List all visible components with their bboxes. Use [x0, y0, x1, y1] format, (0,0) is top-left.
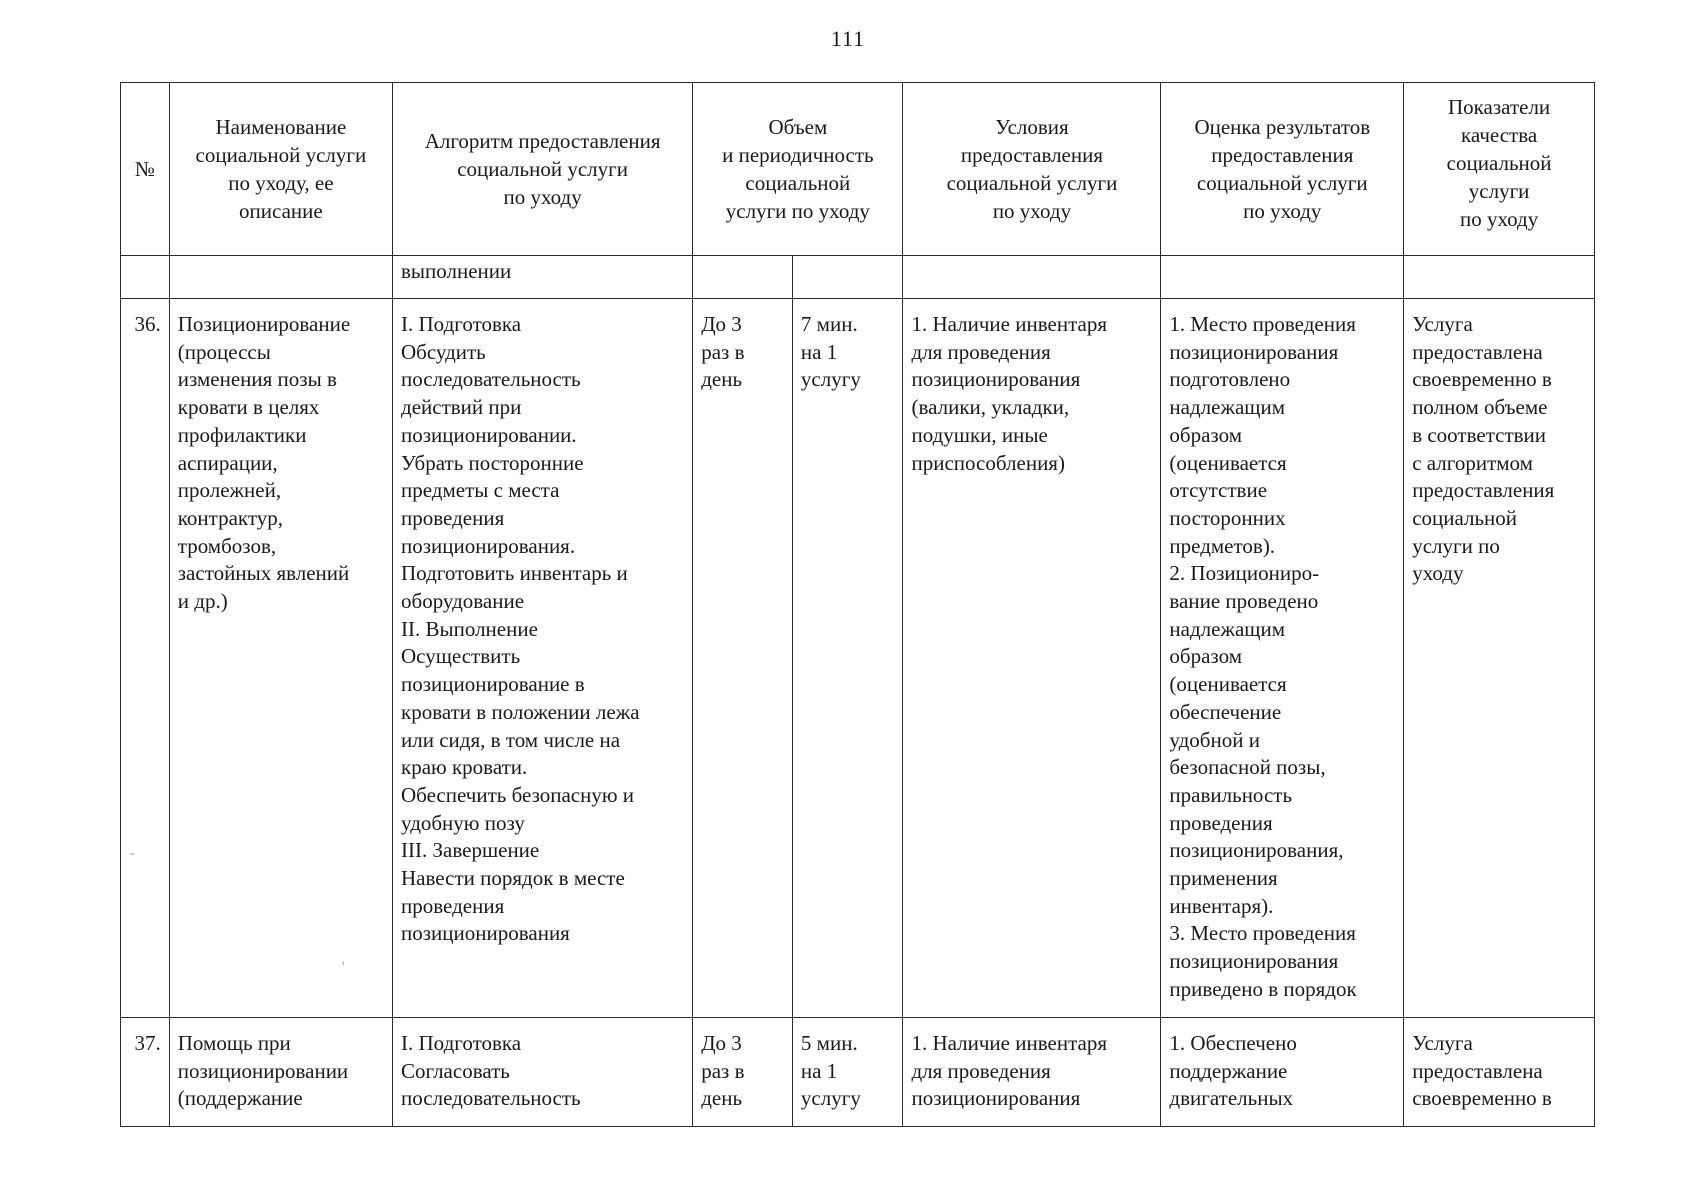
header-conditions: Условия предоставления социальной услуги по уходу	[903, 83, 1161, 256]
service-quality: Услуга предоставлена своевременно в полном объеме в соответствии с алгоритмом предоставления социальной услуги по уходу	[1404, 299, 1595, 1018]
table-row	[121, 299, 1595, 1018]
cell-evaluation	[1161, 256, 1404, 299]
header-evaluation: Оценка результатов предоставления социальной услуги по уходу	[1161, 83, 1404, 256]
cell-conditions	[903, 256, 1161, 299]
header-quality: Показатели качества социальной услуги по уходу	[1404, 83, 1595, 256]
service-duration: 7 мин. на 1 услугу	[792, 299, 903, 1018]
service-algorithm: I. Подготовка Обсудить последовательность действий при позиционировании. Убрать посторонние предметы с места проведения позиционирования. Подготовить инвентарь и оборудование II. Выполнение Осуществить позиционирование в кровати в положении лежа или сидя, в том числе на краю кровати. Обеспечить безопасную и удобную позу III. Завершение Навести порядок в месте проведения позиционирования	[393, 299, 693, 1018]
row-number: 37.	[121, 1018, 170, 1127]
table-row	[121, 1018, 1595, 1127]
service-conditions: 1. Наличие инвентаря для проведения позиционирования	[903, 1018, 1161, 1127]
service-frequency: До 3 раз в день	[693, 1018, 793, 1127]
continuation-row	[121, 256, 1595, 299]
cell-frequency	[693, 256, 793, 299]
header-volume-frequency: Объем и периодичность социальной услуги по уходу	[693, 83, 903, 256]
cell-num	[121, 256, 170, 299]
page-number: 111	[830, 26, 866, 51]
cell-name	[169, 256, 392, 299]
service-name: Позиционирование (процессы изменения позы в кровати в целях профилактики аспирации, пролежней, контрактур, тромбозов, застойных явлений и др.)	[169, 299, 392, 1018]
scan-speck: -	[130, 846, 135, 861]
service-name: Помощь при позиционировании (поддержание	[169, 1018, 392, 1127]
service-quality: Услуга предоставлена своевременно в	[1404, 1018, 1595, 1127]
service-evaluation: 1. Место проведения позиционирования подготовлено надлежащим образом (оценивается отсутствие посторонних предметов). 2. Позициониро- вание проведено надлежащим образом (оценивается обеспечение удобной и безопасной позы, правильность проведения позиционирования, применения инвентаря). 3. Место проведения позиционирования приведено в порядок	[1161, 299, 1404, 1018]
row-number: 36.	[121, 299, 170, 1018]
header-number: №	[121, 83, 170, 256]
header-service-name: Наименование социальной услуги по уходу, ее описание	[169, 83, 392, 256]
cell-quality	[1404, 256, 1595, 299]
service-algorithm: I. Подготовка Согласовать последовательность	[393, 1018, 693, 1127]
service-conditions: 1. Наличие инвентаря для проведения позиционирования (валики, укладки, подушки, иные приспособления)	[903, 299, 1161, 1018]
scan-speck: '	[342, 960, 345, 975]
cell-duration	[792, 256, 903, 299]
service-duration: 5 мин. на 1 услугу	[792, 1018, 903, 1127]
header-algorithm: Алгоритм предоставления социальной услуги по уходу	[393, 83, 693, 256]
service-evaluation: 1. Обеспечено поддержание двигательных	[1161, 1018, 1404, 1127]
service-frequency: До 3 раз в день	[693, 299, 793, 1018]
header-row	[121, 83, 1595, 256]
cell-algorithm: выполнении	[393, 256, 693, 299]
